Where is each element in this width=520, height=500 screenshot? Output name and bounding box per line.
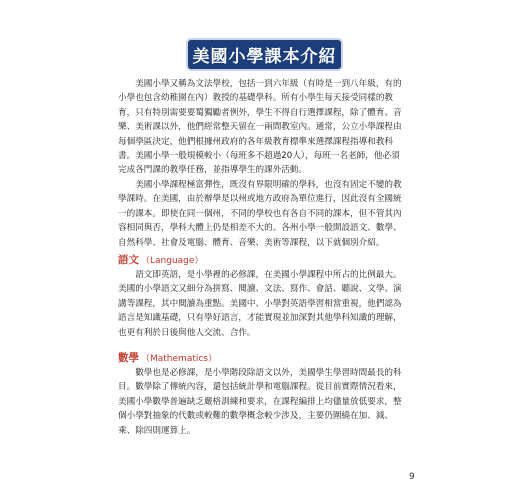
text-line: 個小學對抽象的代數或較難的數學概念較少涉及，主要仍圍繞在加、減、 [118, 411, 394, 422]
section-heading-subtitle: （Language） [141, 256, 204, 266]
section-heading-language [118, 252, 203, 267]
page-title-banner [188, 40, 341, 69]
text-line: 每個學區決定，他們根據州政府的各年級教育標準來選擇課程指導和教科 [118, 136, 394, 147]
intro-paragraph-1 [118, 77, 414, 178]
page-title: 美國小學課本介紹 [192, 47, 337, 67]
text-line: 美國的小學語文又細分為拼寫、閱讀、文法、寫作、會話、聽說、文學、演 [118, 284, 402, 295]
section-heading-mathematics [118, 350, 217, 365]
page-number: 9 [409, 472, 415, 482]
text-line: 書。美國小學一般規模較小（每班多不超過20人），每班一名老師，他必須 [118, 150, 400, 161]
text-line: 乘、除四則運算上。 [118, 425, 196, 436]
text-line: 學課時。在美國，由於辦學是以州或地方政府為單位進行，因此沒有全國統 [118, 194, 402, 205]
text-line: 美國小學課程極富彈性，既沒有界限明確的學科，也沒有固定不變的教 [118, 180, 402, 190]
section-heading-title: 語文 [118, 254, 139, 266]
intro-paragraph-2 [118, 178, 414, 250]
text-line: 育，只有特別需要要蜀獨勵者例外，學生不得自行選擇課程，除了體育、音 [118, 107, 402, 118]
text-line: 完成各門課的教學任務，並指導學生的課外活動。 [118, 165, 308, 176]
mathematics-paragraph [118, 366, 414, 438]
text-line: 講等課程，其中閱讀為重點。美國中、小學對英語學習相當重視，他們認為 [118, 298, 402, 309]
text-line: 美國小學數學普遍缺乏嚴格訓練和要求，在課程編排上均儘量放低要求，整 [118, 396, 402, 407]
text-line: 自然科學、社會及電腦、體育、音樂、美術等課程，以下就個別介紹。 [118, 237, 385, 248]
text-line: 也更有利於日後與他人交流、合作。 [118, 327, 256, 338]
text-line: 數學也是必修課，是小學階段除語文以外，美國學生學習時間最長的科 [118, 368, 402, 378]
section-heading-title: 數學 [118, 352, 139, 364]
text-line: 語文即英語，是小學裡的必修課，在美國小學課程中所占的比例最大。 [118, 270, 402, 280]
text-line: 目。數學除了傳統內容，還包括統計學和電腦課程。從目前實際情況看來， [118, 382, 402, 393]
text-line: 一的課本。即使在同一個州，不同的學校也有各自不同的課本，但不管其內 [118, 208, 402, 219]
text-line: 美國小學又稱為文法學校，包括一到六年級（有時是一到八年級，有的 [118, 79, 402, 89]
text-line: 容相同與否，學科大體上仍是相差不大的。各州小學一般開設語文、數學、 [118, 223, 402, 234]
text-line: 語言是知識基礎，只有學好語言，才能實現並加深對其他學科知識的理解， [118, 313, 402, 324]
section-heading-subtitle: （Mathematics） [141, 354, 217, 364]
text-line: 小學也包含幼稚園在內）教授的基礎學科。所有小學生每天接受同樣的教 [118, 93, 394, 104]
text-line: 樂、美術課以外，他們經常整天留在一兩間教室內。通常，公立小學課程由 [118, 122, 402, 133]
language-paragraph [118, 268, 414, 340]
